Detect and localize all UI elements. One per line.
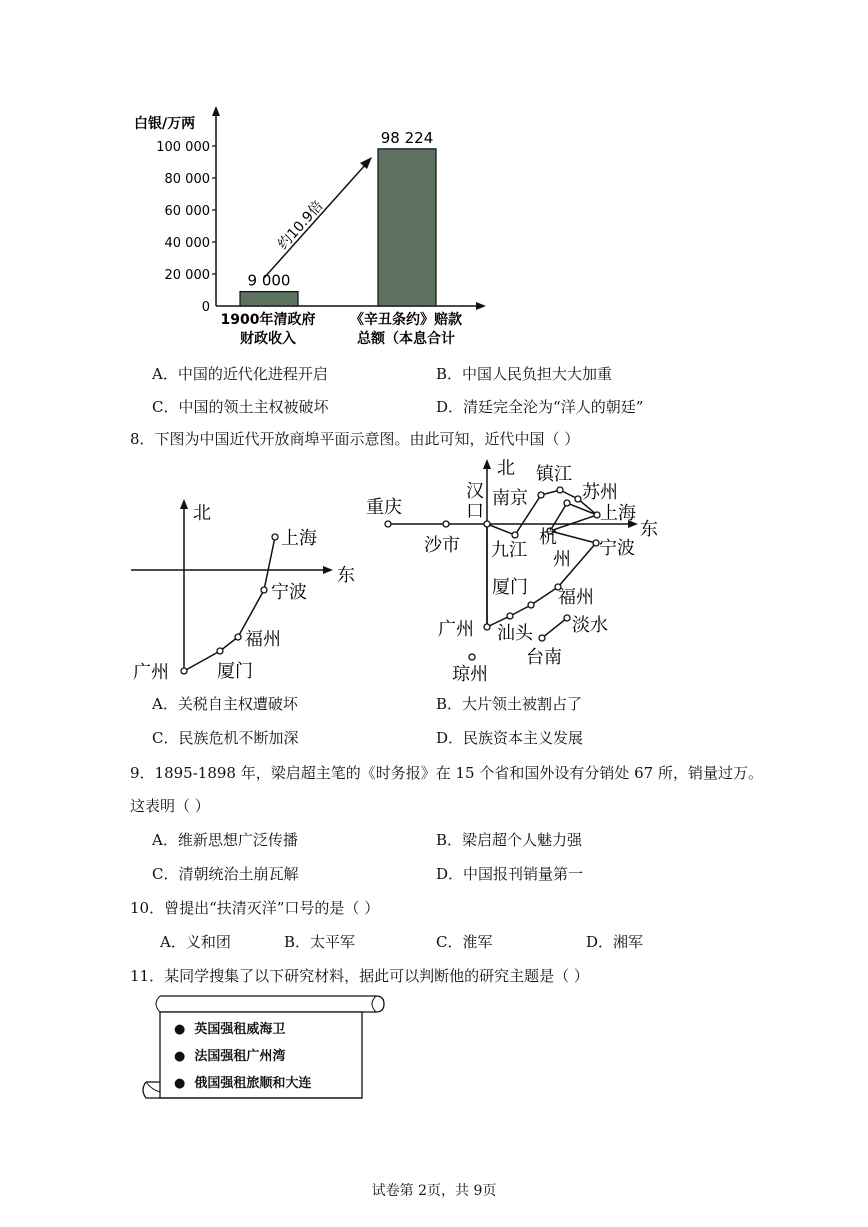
map-b-port-tainan — [539, 635, 545, 641]
map-a-coast-line — [184, 537, 275, 671]
y-tick-label: 0 — [201, 300, 210, 315]
q8-option-a[interactable]: A．关税自主权遭破坏 — [152, 695, 298, 713]
value-label-2: 98 224 — [380, 128, 434, 147]
q7-option-a[interactable]: A．中国的近代化进程开启 — [152, 365, 328, 383]
category-1-line1: 1900年清政府 — [220, 312, 316, 328]
scroll-item-text: 法国强租广州湾 — [194, 1049, 286, 1064]
q7-option-b[interactable]: B．中国人民负担大大加重 — [436, 365, 613, 383]
q9-option-c[interactable]: C．清朝统治土崩瓦解 — [152, 865, 299, 883]
map-b-north-arrow — [483, 459, 491, 469]
map-b-port-shantou — [507, 613, 513, 619]
map-b-port-chongqing — [385, 521, 391, 527]
q9-stem-line2: 这表明（ ） — [130, 797, 210, 815]
category-1-line2: 财政收入 — [240, 331, 296, 347]
map-b-port-suzhou — [575, 496, 581, 502]
map-a-east-label: 东 — [337, 565, 355, 586]
q9-option-a[interactable]: A．维新思想广泛传播 — [152, 831, 298, 849]
map-b-port-nanjing — [538, 492, 544, 498]
map-a — [125, 495, 360, 685]
map-b-label-xiamen: 厦门 — [492, 577, 528, 598]
y-tick-label: 100 000 — [156, 140, 210, 155]
map-a-label-ningbo: 宁波 — [271, 582, 307, 603]
y-tick-label: 80 000 — [164, 172, 210, 187]
map-b-east-label: 东 — [640, 519, 658, 540]
growth-arrow-head — [360, 157, 372, 169]
map-b-label-tainan: 台南 — [526, 647, 562, 668]
page-footer: 试卷第 2页，共 9页 — [371, 1183, 497, 1199]
map-b-label-kou: 口 — [466, 501, 484, 522]
map-a-label-fuzhou: 福州 — [245, 629, 281, 650]
map-b-label-chongqing: 重庆 — [366, 497, 402, 518]
map-a-port-guangzhou — [181, 668, 187, 674]
q8-option-c[interactable]: C．民族危机不断加深 — [152, 729, 299, 747]
y-ticks — [156, 140, 216, 315]
q10-option-c[interactable]: C．淮军 — [436, 933, 493, 951]
map-b-label-suzhou: 苏州 — [582, 482, 618, 503]
category-2-line2: 总额（本息合计 — [357, 331, 455, 347]
y-tick-label: 40 000 — [164, 236, 210, 251]
map-b-label-qiongzhou: 琼州 — [452, 664, 488, 685]
q8-stem: 8．下图为中国近代开放商埠平面示意图。由此可知，近代中国（ ） — [130, 430, 580, 448]
map-b-port-shashi — [443, 521, 449, 527]
map-b-north-label: 北 — [497, 458, 515, 479]
scroll-list — [174, 1018, 311, 1099]
map-b-label-guangzhou: 广州 — [438, 619, 474, 640]
map-b-port-qiongzhou — [469, 654, 475, 660]
bar-boxer-indemnity — [378, 149, 436, 306]
scroll-item-text: 俄国强租旅顺和大连 — [194, 1076, 312, 1091]
map-b-label-fuzhou: 福州 — [558, 587, 594, 608]
q10-option-a[interactable]: A．义和团 — [160, 933, 231, 951]
map-b-port-hangzhou-junction — [564, 500, 570, 506]
map-b-taiwan-route — [542, 618, 567, 638]
q8-option-b[interactable]: B．大片领土被割占了 — [436, 695, 583, 713]
y-tick-label: 60 000 — [164, 204, 210, 219]
map-b-label-jiujiang: 九江 — [491, 540, 527, 561]
q11-stem: 11．某同学搜集了以下研究材料，据此可以判断他的研究主题是（ ） — [130, 967, 589, 985]
map-a-port-fuzhou — [235, 634, 241, 640]
q7-option-c[interactable]: C．中国的领土主权被破坏 — [152, 398, 329, 416]
map-b-label-nanjing: 南京 — [492, 488, 528, 509]
bar-chart — [120, 100, 500, 350]
map-b-label-danshui: 淡水 — [572, 615, 608, 636]
map-a-label-guangzhou: 广州 — [133, 662, 169, 683]
x-axis-arrow — [476, 302, 486, 310]
bar-1900-revenue — [240, 292, 298, 306]
q9-option-b[interactable]: B．梁启超个人魅力强 — [436, 831, 583, 849]
map-b-port-jiujiang — [512, 532, 518, 538]
map-a-port-xiamen — [217, 648, 223, 654]
map-b-port-hankou — [484, 521, 490, 527]
map-a-port-ningbo — [261, 587, 267, 593]
scroll-item: ● 俄国强租旅顺和大连 — [174, 1076, 312, 1091]
y-tick-label: 20 000 — [164, 268, 210, 283]
map-a-label-shanghai: 上海 — [281, 528, 317, 549]
map-a-east-arrow — [323, 566, 333, 574]
map-b-label-han: 汉 — [466, 481, 484, 502]
map-b-port-xiamen — [528, 602, 534, 608]
q9-stem-line1: 9．1895-1898 年，梁启超主笔的《时务报》在 15 个省和国外设有分销处 67 所，销量过万。 — [130, 764, 763, 782]
map-b — [360, 455, 670, 685]
scroll-item: ● 法国强租广州湾 — [174, 1049, 286, 1064]
map-a-north-label: 北 — [193, 503, 211, 524]
map-b-label-shantou: 汕头 — [497, 623, 533, 644]
map-b-label-hang: 杭 — [539, 527, 557, 548]
growth-annotation: 约10.9倍 — [275, 197, 327, 253]
map-a-label-xiamen: 厦门 — [217, 661, 253, 682]
scroll-item: ● 英国强租威海卫 — [174, 1022, 286, 1037]
category-2-line1: 《辛丑条约》赔款 — [350, 312, 462, 328]
scroll-item-text: 英国强租威海卫 — [194, 1022, 286, 1037]
map-b-label-shashi: 沙市 — [424, 535, 460, 556]
map-a-port-shanghai — [272, 534, 278, 540]
map-b-label-zhenjiang: 镇江 — [536, 464, 572, 485]
value-label-1: 9 000 — [247, 271, 291, 290]
q10-option-b[interactable]: B．太平军 — [284, 933, 356, 951]
map-b-port-guangzhou — [484, 624, 490, 630]
map-b-label-zhou: 州 — [553, 549, 571, 570]
q10-stem: 10．曾提出“扶清灭洋”口号的是（ ） — [130, 899, 380, 917]
y-axis-arrow — [212, 106, 220, 116]
map-a-north-arrow — [180, 499, 188, 509]
map-b-port-zhenjiang — [557, 487, 563, 493]
map-b-label-shanghai: 上海 — [600, 503, 636, 524]
map-b-port-danshui — [564, 615, 570, 621]
y-axis-label: 白银/万两 — [134, 116, 196, 132]
q8-option-d[interactable]: D．民族资本主义发展 — [436, 729, 584, 747]
q9-option-d[interactable]: D．中国报刊销量第一 — [436, 865, 584, 883]
q10-option-d[interactable]: D．湘军 — [586, 933, 644, 951]
q7-option-d[interactable]: D．清廷完全沦为“洋人的朝廷” — [436, 398, 644, 416]
map-b-label-ningbo: 宁波 — [599, 538, 635, 559]
